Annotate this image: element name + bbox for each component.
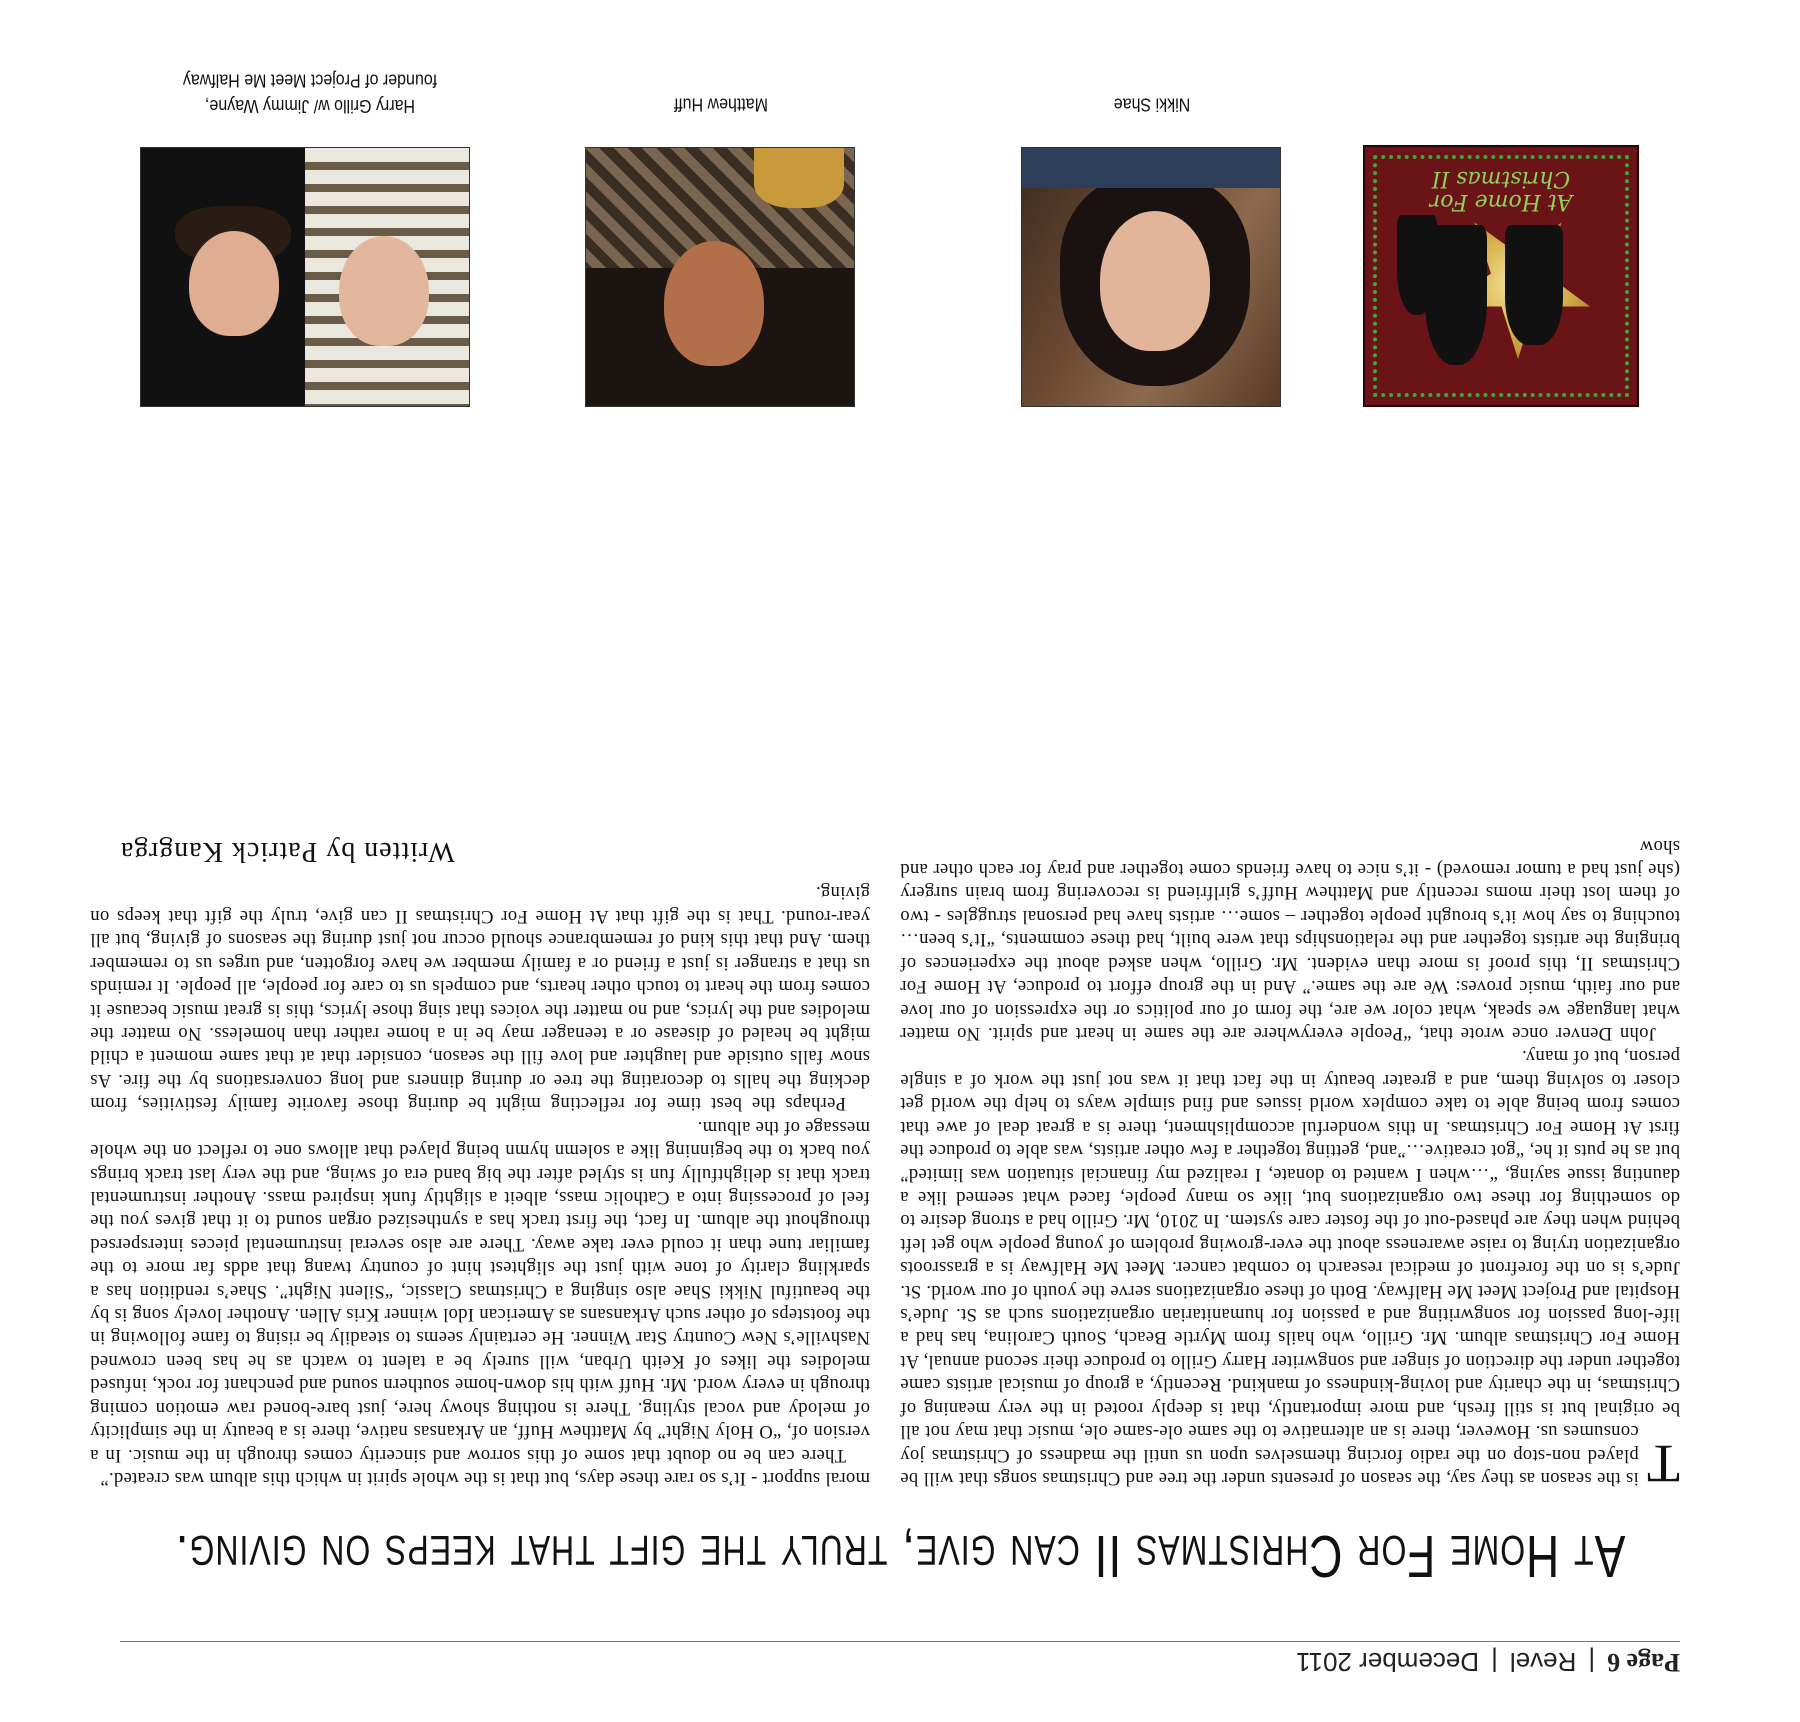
album-cover-line-1: At Home For bbox=[1429, 189, 1573, 214]
nikki-shae-caption: Nikki Shae bbox=[1113, 93, 1191, 114]
drop-cap: T bbox=[1646, 1434, 1680, 1494]
harry-caption-line-1: Harry Grillo w/ Jimmy Wayne, bbox=[204, 95, 416, 115]
article-title: At Home For Christmas II can give, truly the gift that keeps on giving. bbox=[174, 1523, 1626, 1591]
harry-grillo-photo bbox=[140, 147, 470, 407]
header-separator: | bbox=[1588, 1647, 1596, 1678]
guitar-graphic bbox=[754, 148, 844, 208]
paragraph-1-text: is the season as they say, the season of presents under the tree and Christmas songs that will be played non-stop on the radio forcing themselves upon us until the madness of Christmas joy consumes us. However, there is an alternative to the same ole-same ole, music that may not all be original but is still fresh, and more importantly, that is deeply rooted in the very meaning of Christmas, in the charity and loving-kindness of mankind. Recently, a group of musical artists came together under the direction of singer and songwriter Harry Grillo to produce their second annual, At Home For Christmas album. Mr. Grillo, who hails from Myrtle Beach, South Carolina, has had a life-long passion for songwriting and a passion for humanitarian organizations such as St. Jude’s Hospital and Project Meet Me Halfway. Both of these organizations serve the youth of our world. St. Jude’s is on the forefront of medical research to combat cancer. Meet Me Halfway is a grassroots organization trying to raise awareness about the ever-growing problem of young people who get left behind when they are phased-out of the foster care system. In 2010, Mr. Grillo had a strong desire to do something for these two organizations but, like so many people, faced what seemed like a daunting issue saying, “…when I wanted to donate, I realized my financial situation was limited” but as he puts it he, “got creative…”and, getting together a few other artists, was able to produce the first At Home For Christmas. In this wonderful accomplishment, there is a great deal of awe that comes from being able to take complex world issues and find simple ways to help the world get closer to solving them, and a greater beauty in the fact that it was not just the work of a single person, but of many. bbox=[900, 1046, 1680, 1489]
publication-name: Revel bbox=[1509, 1647, 1577, 1678]
paragraph-5: Perhaps the best time for reflecting might be during those favorite family festivities, from decking the halls to decorating the tree or during dinners and long conversations by the fire. As snow falls outside and laughter and love fill the season, consider that at that same moment a child might be healed of disease or a teenager may be in a home rather than homeless. No matter the melodies and the lyrics, and no matter the voices that sing those lyrics, this is great music because it comes from the heart to touch other hearts, and compels us to care for people, all people. It reminds us that a stranger is just a friend or a family member we have forgotten, and urges us to remember them. And that this kind of remembrance should occur not just during the seasons of giving, but all year-round. That is the gift that At Home For Christmas II can give, truly the gift that keeps on giving. bbox=[90, 882, 870, 1115]
photo-face bbox=[339, 236, 429, 346]
photo-shirt bbox=[1022, 148, 1280, 188]
article-column-left bbox=[900, 780, 1680, 1494]
silhouette-figure bbox=[1505, 225, 1563, 345]
matthew-huff-caption: Matthew Huff bbox=[674, 93, 768, 114]
page-number: Page 6 bbox=[1607, 1648, 1680, 1677]
silhouette-figure bbox=[1397, 215, 1437, 315]
nikki-shae-photo bbox=[1021, 147, 1281, 407]
harry-grillo-caption bbox=[120, 68, 500, 118]
harry-caption-line-2: founder of Project Meet Me Halfway bbox=[182, 70, 438, 91]
photo-face bbox=[664, 241, 764, 366]
album-cover-title bbox=[1375, 167, 1627, 213]
header-separator-2: | bbox=[1491, 1647, 1498, 1678]
album-cover-line-2: Christmas II bbox=[1431, 165, 1571, 191]
paragraph-1 bbox=[900, 1045, 1680, 1494]
byline: Written by Patrick Kangrga bbox=[120, 836, 455, 868]
paragraph-4: There can be no doubt that some of this sorrow and sincerity comes through in the music. In a version of, “O Holy Night” by Matthew Huff, an Arkansas native, there is a beauty in the simplicity of melody and vocal styling. There is nothing showy here, just bare-boned raw emotion coming through in every word. Mr. Huff with his down-home southern sound and penchant for rock, infused melodies the likes of Keith Urban, will surely be a talent to watch as he has been crowned Nashville’s New Country Star Winner. He certainly seems to steadily be rising to fame following in the footsteps of other such Arkansans as American Idol winner Kris Allen. Another lovely song is by the beautiful Nikki Shae also singing a Christmas Classic, “Silent Night”. Shae’s rendition has a sparkling clarity of tone with just the slightest hint of country twang that adds far more to the familiar tune than it could ever take away. There are also several instrumental pieces interspersed throughout the album. In fact, the first track has a synthesized organ sound to it that gives you the feel of processing into a Catholic mass, albeit a slightly funk inspired mass. Another instrumental track that is delightfully fun is styled after the big band era of swing, and the very last track brings you back to the beginning like a solemn hymn being played that allows one to reflect on the whole message of the album. bbox=[90, 1116, 870, 1466]
article-column-right bbox=[90, 780, 870, 1490]
paragraph-3: moral support - It’s so rare these days, but that is the whole spirit in which this album was created.” bbox=[100, 1468, 870, 1489]
page-header bbox=[120, 1641, 1680, 1682]
album-cover-image bbox=[1363, 145, 1639, 407]
matthew-huff-photo bbox=[585, 147, 855, 407]
paragraph-2: John Denver once wrote that, “People everywhere are the same in heart and spirit. No matter what language we speak, what color we are, the form of our politics or the expression of our love and our faith, music proves: We are the same.” And in the group effort to produce, At Home For Christmas II, this proof is more than evident. Mr. Grillo, when asked about the experiences of bringing the artists together and the relationships that were built, had these comments, “It’s been… touching to say how it’s brought people together – some… artists have had personal struggles - two of them lost their moms recently and Matthew Huff’s girlfriend is recovering from brain surgery (she just had a tumor removed) - it’s nice to have friends come together and pray for each other and show bbox=[900, 835, 1680, 1044]
photo-face bbox=[1100, 211, 1210, 351]
photo-face bbox=[189, 231, 279, 336]
issue-date: December 2011 bbox=[1295, 1647, 1480, 1678]
